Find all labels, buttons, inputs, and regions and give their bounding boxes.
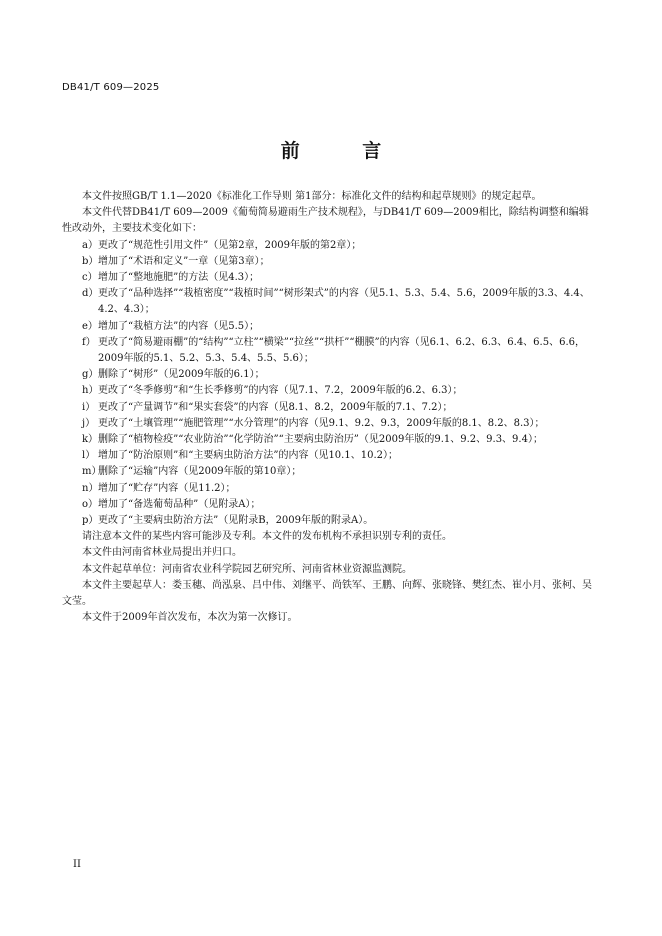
list-item bbox=[62, 464, 598, 480]
list-item bbox=[62, 416, 598, 432]
paragraph-drafting-rules: 本文件按照GB/T 1.1—2020《标准化工作导则 第1部分：标准化文件的结构和起草规则》的规定起草。 bbox=[82, 191, 542, 202]
list-item bbox=[62, 254, 598, 270]
list-marker: e） bbox=[82, 320, 98, 332]
list-item-text: 更改了“冬季修剪”和“生长季修剪”的内容（见7.1、7.2，2009年版的6.2、6.3）； bbox=[98, 385, 463, 397]
list-marker: d） bbox=[82, 288, 99, 300]
list-item-text: 更改了“土壤管理”“施肥管理”“水分管理”的内容（见9.1、9.2、9.3，2009年版的8.1、8.2、8.3）； bbox=[98, 417, 545, 429]
list-marker: m） bbox=[82, 466, 102, 478]
list-marker: j） bbox=[82, 417, 96, 429]
list-item bbox=[62, 481, 598, 497]
paragraph-drafting-units: 本文件起草单位：河南省农业科学院园艺研究所、河南省林业资源监测院。 bbox=[82, 563, 412, 575]
list-marker: n） bbox=[82, 482, 99, 494]
list-item-text: 更改了“简易避雨棚”的“结构”“立柱”“横梁”“拉丝”“拱杆”“棚膜”的内容（见6.1、6.2、6.3、6.4、6.5、6.6，2009年版的5.1、5.2、5.3、5.4、5.5、5.6）； bbox=[98, 336, 585, 365]
list-item bbox=[62, 448, 598, 464]
list-item-text: 增加了“栽植方法”的内容（见5.5）； bbox=[98, 320, 260, 332]
page-title: 前 言 bbox=[280, 140, 410, 162]
paragraph-proposer: 本文件由河南省林业局提出并归口。 bbox=[82, 547, 242, 559]
list-item-text: 更改了“品种选择”“栽植密度”“栽植时间”“树形架式”的内容（见5.1、5.3、5.4、5.6，2009年版的3.3、4.4、4.2、4.3）； bbox=[98, 288, 590, 316]
list-marker: k） bbox=[82, 434, 99, 446]
list-marker: p） bbox=[82, 515, 99, 527]
list-item-text: 增加了“整地施肥”的方法（见4.3）； bbox=[98, 272, 260, 284]
list-item bbox=[62, 335, 598, 367]
list-item bbox=[62, 238, 598, 254]
list-item bbox=[62, 270, 598, 286]
list-item-text: 删除了“植物检疫”“农业防治”“化学防治”“主要病虫防治历”（见2009年版的9.1、9.2、9.3、9.4）； bbox=[98, 434, 543, 446]
list-item bbox=[62, 400, 598, 416]
list-item bbox=[62, 286, 598, 318]
page-number: II bbox=[73, 859, 81, 870]
list-marker: f） bbox=[82, 336, 96, 348]
list-item-text: 删除了“运输”内容（见2009年版的第10章）； bbox=[98, 466, 302, 478]
list-item bbox=[62, 513, 598, 529]
document-code: DB41/T 609—2025 bbox=[62, 82, 160, 93]
paragraph-replacement: 本文件代替DB41/T 609—2009《葡萄简易避雨生产技术规程》，与DB41/T 609—2009相比，除结构调整和编辑性改动外，主要技术变化如下： bbox=[62, 207, 589, 235]
list-marker: o） bbox=[82, 498, 99, 510]
paragraph-publication-history: 本文件于2009年首次发布，本次为第一次修订。 bbox=[82, 612, 298, 624]
list-marker: h） bbox=[82, 385, 99, 397]
list-item bbox=[62, 383, 598, 399]
list-item-text: 更改了“规范性引用文件”（见第2章，2009年版的第2章）； bbox=[98, 239, 362, 251]
list-item bbox=[62, 432, 598, 448]
paragraph-drafters: 本文件主要起草人：娄玉穗、尚泓泉、吕中伟、刘继平、尚铁军、王鹏、向辉、张晓锋、樊红杰、崔小月、张柯、吴文莹。 bbox=[62, 579, 592, 608]
list-marker: c） bbox=[82, 272, 98, 284]
list-item-text: 增加了“术语和定义”一章（见第3章）； bbox=[98, 255, 270, 267]
foreword-body bbox=[62, 189, 598, 626]
list-item-text: 增加了“防治原则”和“主要病虫防治方法”的内容（见10.1、10.2）； bbox=[98, 450, 398, 462]
list-marker: a） bbox=[82, 239, 98, 251]
list-item-text: 更改了“主要病虫防治方法”（见附录B，2009年版的附录A）。 bbox=[98, 515, 374, 527]
list-marker: l） bbox=[82, 450, 96, 462]
list-item bbox=[62, 367, 598, 383]
list-marker: b） bbox=[82, 255, 99, 267]
paragraph-patent-notice: 请注意本文件的某些内容可能涉及专利。本文件的发布机构不承担识别专利的责任。 bbox=[82, 531, 452, 543]
list-item bbox=[62, 319, 598, 335]
list-item-text: 删除了“树形”（见2009年版的6.1）； bbox=[98, 369, 265, 381]
list-item-text: 增加了“贮存”内容（见11.2）； bbox=[98, 482, 236, 494]
list-marker: g） bbox=[82, 369, 99, 381]
changes-list bbox=[62, 238, 598, 530]
list-item-text: 更改了“产量调节”和“果实套袋”的内容（见8.1、8.2，2009年版的7.1、7.2）； bbox=[98, 401, 453, 413]
list-marker: i） bbox=[82, 401, 96, 413]
list-item bbox=[62, 497, 598, 513]
list-item-text: 增加了“备选葡萄品种”（见附录A）； bbox=[98, 498, 261, 510]
